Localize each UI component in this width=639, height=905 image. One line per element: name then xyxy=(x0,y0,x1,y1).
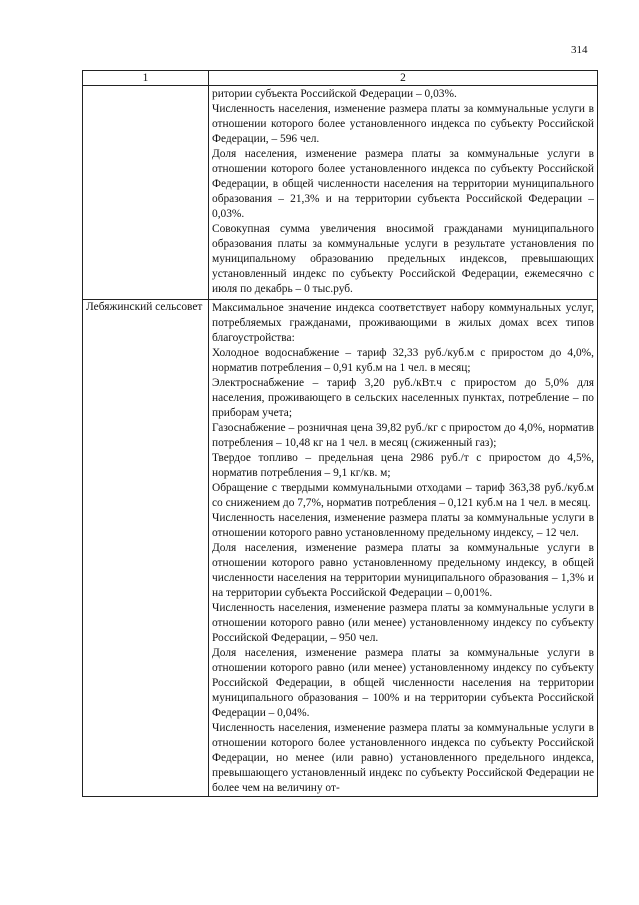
paragraph: ритории субъекта Российской Федерации – 0,03%. xyxy=(212,88,457,100)
paragraph: Доля населения, изменение размера платы за коммунальные услуги в отношении которого равно установленному предельному индексу, в общей численности населения на территории муниципального образования – 1,3% и на территории субъекта Российской Федерации – 0,001%. xyxy=(212,542,594,599)
municipality-cell: Лебяжинский сельсовет xyxy=(83,300,209,797)
description-cell xyxy=(209,300,598,797)
municipality-cell xyxy=(83,86,209,300)
paragraph: Электроснабжение – тариф 3,20 руб./кВт.ч с приростом до 5,0% для населения, проживающего в сельских населенных пунктах, потребление – по приборам учета; xyxy=(212,377,594,419)
paragraph: Совокупная сумма увеличения вносимой гражданами муниципального образования платы за коммунальные услуги в результате установления по муниципальному образованию предельных индексов, превышающих установленный индекс по субъекту Российской Федерации, ежемесячно с июля по декабрь – 0 тыс.руб. xyxy=(212,223,594,295)
paragraph: Численность населения, изменение размера платы за коммунальные услуги в отношении которого более установленного индекса по субъекту Российской Федерации, – 596 чел. xyxy=(212,103,594,145)
paragraph: Численность населения, изменение размера платы за коммунальные услуги в отношении которого равно (или менее) установленному индексу по субъекту Российской Федерации, – 950 чел. xyxy=(212,602,594,644)
paragraph: Обращение с твердыми коммунальными отходами – тариф 363,38 руб./куб.м со снижением до 7,7%, норматив потребления – 0,121 куб.м на 1 чел. в месяц. xyxy=(212,482,594,509)
paragraph: Доля населения, изменение размера платы за коммунальные услуги в отношении которого равно (или менее) установленному индексу по субъекту Российской Федерации, в общей численности населения на территории муниципального образования – 100% и на территории субъекта Российской Федерации – 0,04%. xyxy=(212,647,594,719)
paragraph: Холодное водоснабжение – тариф 32,33 руб./куб.м с приростом до 4,0%, норматив потребления – 0,91 куб.м на 1 чел. в месяц; xyxy=(212,347,594,374)
paragraph: Численность населения, изменение размера платы за коммунальные услуги в отношении которого более установленного индекса по субъекту Российской Федерации, но менее (или равно) установленного предельного индекса, превышающего установленный индекс по субъекту Российской Федерации не более чем на величину от- xyxy=(212,722,594,794)
page-number: 314 xyxy=(571,44,588,56)
paragraph: Газоснабжение – розничная цена 39,82 руб./кг с приростом до 4,0%, норматив потребления – 10,48 кг на 1 чел. в месяц (сжиженный газ); xyxy=(212,422,594,449)
table-row xyxy=(83,86,598,300)
column-header-2: 2 xyxy=(209,71,598,86)
table-header-row xyxy=(83,71,598,86)
table-row xyxy=(83,300,598,797)
description-cell xyxy=(209,86,598,300)
data-table xyxy=(82,70,598,797)
paragraph: Численность населения, изменение размера платы за коммунальные услуги в отношении которого равно установленному предельному индексу, – 12 чел. xyxy=(212,512,594,539)
paragraph: Твердое топливо – предельная цена 2986 руб./т с приростом до 4,5%, норматив потребления – 9,1 кг/кв. м; xyxy=(212,452,594,479)
paragraph: Максимальное значение индекса соответствует набору коммунальных услуг, потребляемых гражданами, проживающими в жилых домах всех типов благоустройства: xyxy=(212,302,594,344)
column-header-1: 1 xyxy=(83,71,209,86)
paragraph: Доля населения, изменение размера платы за коммунальные услуги в отношении которого более установленного индекса по субъекту Российской Федерации, в общей численности населения на территории муниципального образования – 21,3% и на территории субъекта Российской Федерации – 0,03%. xyxy=(212,148,594,220)
